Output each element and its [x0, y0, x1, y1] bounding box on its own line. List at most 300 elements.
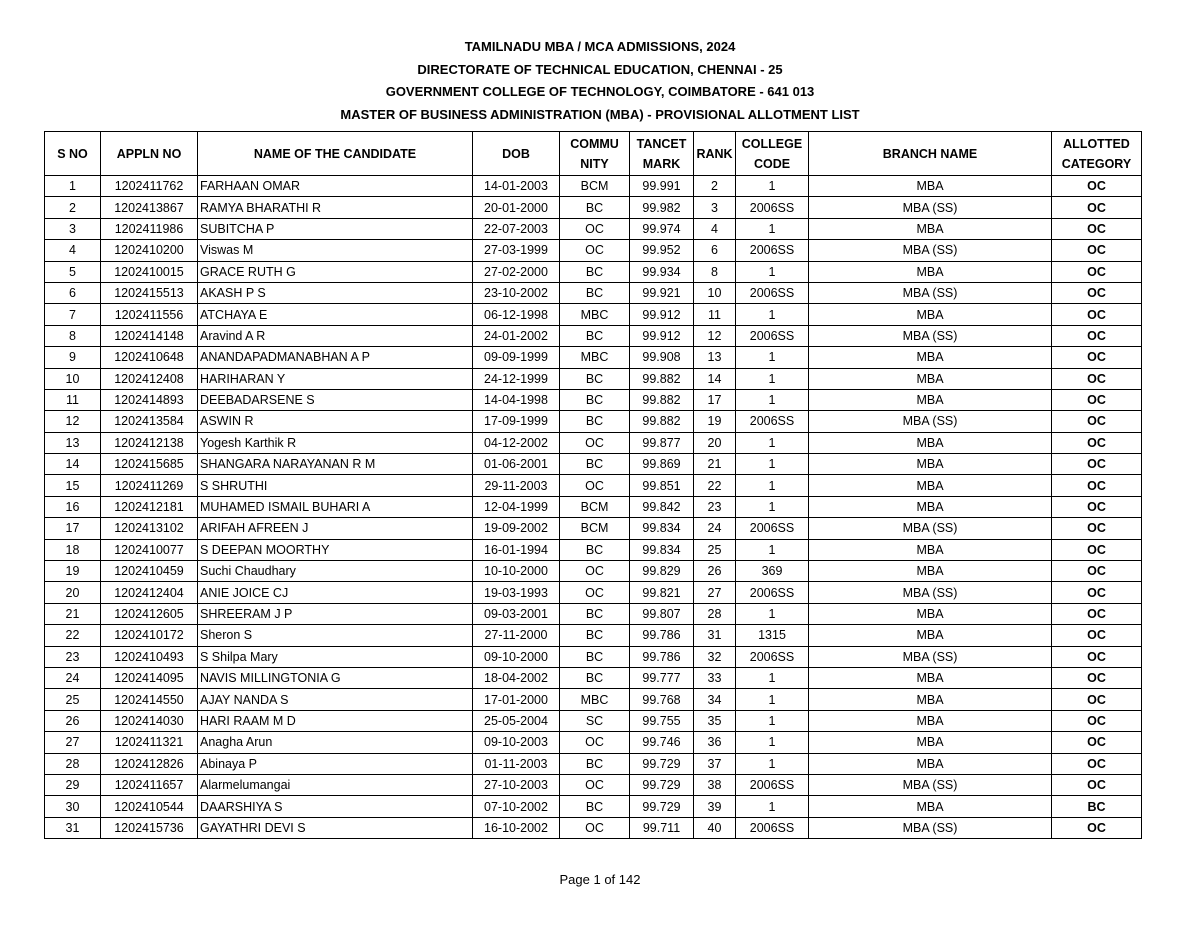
cell-allotted-category: OC: [1052, 304, 1142, 325]
cell-college-code: 2006SS: [736, 325, 809, 346]
cell-college-code: 1: [736, 689, 809, 710]
cell-sno: 23: [45, 646, 101, 667]
cell-college-code: 1: [736, 753, 809, 774]
cell-tancet-mark: 99.982: [630, 197, 694, 218]
cell-tancet-mark: 99.882: [630, 411, 694, 432]
cell-rank: 17: [694, 389, 736, 410]
cell-appln-no: 1202412181: [101, 496, 198, 517]
cell-sno: 11: [45, 389, 101, 410]
cell-rank: 2: [694, 176, 736, 197]
table-row: [45, 432, 1142, 453]
cell-allotted-category: OC: [1052, 603, 1142, 624]
cell-candidate-name: AJAY NANDA S: [198, 689, 473, 710]
cell-dob: 24-12-1999: [473, 368, 560, 389]
cell-appln-no: 1202414095: [101, 667, 198, 688]
cell-tancet-mark: 99.842: [630, 496, 694, 517]
cell-sno: 26: [45, 710, 101, 731]
header-rank-line1: RANK: [696, 146, 733, 161]
cell-college-code: 369: [736, 561, 809, 582]
cell-appln-no: 1202415736: [101, 817, 198, 838]
title-college: GOVERNMENT COLLEGE OF TECHNOLOGY, COIMBATORE - 641 013: [385, 84, 815, 100]
cell-branch-name: MBA: [809, 710, 1052, 731]
cell-branch-name: MBA: [809, 218, 1052, 239]
cell-dob: 09-09-1999: [473, 347, 560, 368]
cell-appln-no: 1202410648: [101, 347, 198, 368]
page-number: Page 1 of 142: [559, 872, 641, 887]
cell-rank: 40: [694, 817, 736, 838]
cell-rank: 4: [694, 218, 736, 239]
cell-rank: 34: [694, 689, 736, 710]
cell-dob: 14-04-1998: [473, 389, 560, 410]
cell-dob: 22-07-2003: [473, 218, 560, 239]
cell-rank: 25: [694, 539, 736, 560]
table-row: [45, 561, 1142, 582]
cell-allotted-category: OC: [1052, 176, 1142, 197]
cell-rank: 13: [694, 347, 736, 368]
cell-community: MBC: [560, 347, 630, 368]
cell-sno: 3: [45, 218, 101, 239]
cell-branch-name: MBA: [809, 261, 1052, 282]
cell-appln-no: 1202412138: [101, 432, 198, 453]
cell-college-code: 1: [736, 347, 809, 368]
cell-branch-name: MBA: [809, 625, 1052, 646]
cell-sno: 27: [45, 732, 101, 753]
cell-community: OC: [560, 582, 630, 603]
cell-candidate-name: Abinaya P: [198, 753, 473, 774]
cell-rank: 11: [694, 304, 736, 325]
cell-college-code: 1: [736, 304, 809, 325]
table-row: [45, 261, 1142, 282]
cell-college-code: 2006SS: [736, 582, 809, 603]
cell-sno: 1: [45, 176, 101, 197]
cell-allotted-category: OC: [1052, 496, 1142, 517]
cell-sno: 21: [45, 603, 101, 624]
cell-college-code: 1: [736, 389, 809, 410]
cell-appln-no: 1202411762: [101, 176, 198, 197]
header-dob: [473, 132, 560, 176]
cell-appln-no: 1202413867: [101, 197, 198, 218]
cell-candidate-name: SUBITCHA P: [198, 218, 473, 239]
cell-tancet-mark: 99.746: [630, 732, 694, 753]
cell-branch-name: MBA (SS): [809, 774, 1052, 795]
cell-branch-name: MBA: [809, 389, 1052, 410]
cell-community: BC: [560, 454, 630, 475]
cell-college-code: 1: [736, 176, 809, 197]
cell-branch-name: MBA: [809, 753, 1052, 774]
table-row: [45, 796, 1142, 817]
table-row: [45, 732, 1142, 753]
cell-rank: 23: [694, 496, 736, 517]
cell-candidate-name: DEEBADARSENE S: [198, 389, 473, 410]
cell-sno: 2: [45, 197, 101, 218]
cell-sno: 17: [45, 518, 101, 539]
table-header-row: [45, 132, 1142, 176]
title-allotment-list: MASTER OF BUSINESS ADMINISTRATION (MBA) - PROVISIONAL ALLOTMENT LIST: [340, 106, 860, 122]
cell-community: BC: [560, 625, 630, 646]
cell-dob: 27-11-2000: [473, 625, 560, 646]
cell-candidate-name: GRACE RUTH G: [198, 261, 473, 282]
cell-candidate-name: MUHAMED ISMAIL BUHARI A: [198, 496, 473, 517]
cell-tancet-mark: 99.768: [630, 689, 694, 710]
header-rank: [694, 132, 736, 176]
cell-college-code: 1: [736, 710, 809, 731]
cell-community: BC: [560, 282, 630, 303]
header-community-line2: NITY: [580, 156, 609, 171]
cell-sno: 7: [45, 304, 101, 325]
cell-branch-name: MBA (SS): [809, 817, 1052, 838]
cell-college-code: 1: [736, 667, 809, 688]
cell-tancet-mark: 99.821: [630, 582, 694, 603]
cell-dob: 27-10-2003: [473, 774, 560, 795]
cell-sno: 12: [45, 411, 101, 432]
cell-branch-name: MBA (SS): [809, 411, 1052, 432]
cell-candidate-name: GAYATHRI DEVI S: [198, 817, 473, 838]
cell-branch-name: MBA (SS): [809, 325, 1052, 346]
title-admissions: TAMILNADU MBA / MCA ADMISSIONS, 2024: [464, 39, 736, 54]
table-row: [45, 218, 1142, 239]
cell-sno: 10: [45, 368, 101, 389]
cell-allotted-category: OC: [1052, 689, 1142, 710]
cell-college-code: 2006SS: [736, 774, 809, 795]
cell-community: BC: [560, 368, 630, 389]
cell-college-code: 2006SS: [736, 282, 809, 303]
cell-rank: 24: [694, 518, 736, 539]
cell-tancet-mark: 99.877: [630, 432, 694, 453]
cell-sno: 6: [45, 282, 101, 303]
cell-sno: 25: [45, 689, 101, 710]
cell-tancet-mark: 99.974: [630, 218, 694, 239]
cell-college-code: 2006SS: [736, 646, 809, 667]
cell-sno: 28: [45, 753, 101, 774]
header-tancet-mark-line1: TANCET: [636, 136, 687, 151]
cell-dob: 09-10-2000: [473, 646, 560, 667]
cell-college-code: 1: [736, 432, 809, 453]
cell-branch-name: MBA: [809, 689, 1052, 710]
header-allotted-category: [1052, 132, 1142, 176]
cell-dob: 01-06-2001: [473, 454, 560, 475]
table-row: [45, 603, 1142, 624]
cell-allotted-category: OC: [1052, 667, 1142, 688]
cell-college-code: 2006SS: [736, 518, 809, 539]
cell-community: BC: [560, 603, 630, 624]
header-allotted-category-line1: ALLOTTED: [1063, 136, 1130, 151]
cell-sno: 15: [45, 475, 101, 496]
cell-appln-no: 1202412605: [101, 603, 198, 624]
cell-sno: 18: [45, 539, 101, 560]
header-candidate-name: [198, 132, 473, 176]
cell-dob: 17-01-2000: [473, 689, 560, 710]
cell-dob: 19-03-1993: [473, 582, 560, 603]
cell-branch-name: MBA: [809, 368, 1052, 389]
cell-allotted-category: OC: [1052, 261, 1142, 282]
table-row: [45, 411, 1142, 432]
cell-branch-name: MBA (SS): [809, 518, 1052, 539]
cell-candidate-name: Yogesh Karthik R: [198, 432, 473, 453]
header-college-code-line2: CODE: [753, 156, 791, 171]
cell-tancet-mark: 99.912: [630, 304, 694, 325]
cell-dob: 14-01-2003: [473, 176, 560, 197]
cell-rank: 6: [694, 240, 736, 261]
header-dob-line1: DOB: [502, 146, 530, 161]
cell-allotted-category: OC: [1052, 197, 1142, 218]
cell-rank: 38: [694, 774, 736, 795]
cell-appln-no: 1202412826: [101, 753, 198, 774]
cell-candidate-name: ARIFAH AFREEN J: [198, 518, 473, 539]
cell-tancet-mark: 99.834: [630, 539, 694, 560]
cell-appln-no: 1202410172: [101, 625, 198, 646]
table-row: [45, 710, 1142, 731]
cell-appln-no: 1202412408: [101, 368, 198, 389]
cell-allotted-category: OC: [1052, 368, 1142, 389]
cell-sno: 5: [45, 261, 101, 282]
cell-tancet-mark: 99.786: [630, 646, 694, 667]
cell-candidate-name: SHREERAM J P: [198, 603, 473, 624]
cell-community: OC: [560, 774, 630, 795]
cell-candidate-name: Alarmelumangai: [198, 774, 473, 795]
cell-college-code: 1315: [736, 625, 809, 646]
cell-appln-no: 1202410077: [101, 539, 198, 560]
cell-community: OC: [560, 240, 630, 261]
cell-dob: 10-10-2000: [473, 561, 560, 582]
cell-rank: 8: [694, 261, 736, 282]
cell-sno: 14: [45, 454, 101, 475]
cell-tancet-mark: 99.729: [630, 753, 694, 774]
cell-candidate-name: Sheron S: [198, 625, 473, 646]
cell-appln-no: 1202411321: [101, 732, 198, 753]
cell-sno: 16: [45, 496, 101, 517]
cell-appln-no: 1202411269: [101, 475, 198, 496]
cell-branch-name: MBA: [809, 496, 1052, 517]
cell-rank: 21: [694, 454, 736, 475]
table-row: [45, 475, 1142, 496]
cell-allotted-category: OC: [1052, 817, 1142, 838]
cell-appln-no: 1202410200: [101, 240, 198, 261]
cell-tancet-mark: 99.834: [630, 518, 694, 539]
cell-candidate-name: HARIHARAN Y: [198, 368, 473, 389]
cell-community: OC: [560, 218, 630, 239]
cell-sno: 24: [45, 667, 101, 688]
cell-allotted-category: OC: [1052, 646, 1142, 667]
cell-branch-name: MBA (SS): [809, 282, 1052, 303]
cell-tancet-mark: 99.829: [630, 561, 694, 582]
cell-branch-name: MBA: [809, 176, 1052, 197]
cell-candidate-name: S Shilpa Mary: [198, 646, 473, 667]
cell-tancet-mark: 99.851: [630, 475, 694, 496]
cell-candidate-name: Aravind A R: [198, 325, 473, 346]
table-row: [45, 240, 1142, 261]
cell-allotted-category: OC: [1052, 732, 1142, 753]
cell-dob: 23-10-2002: [473, 282, 560, 303]
cell-allotted-category: OC: [1052, 753, 1142, 774]
cell-tancet-mark: 99.777: [630, 667, 694, 688]
cell-community: BC: [560, 753, 630, 774]
cell-rank: 28: [694, 603, 736, 624]
cell-candidate-name: ASWIN R: [198, 411, 473, 432]
cell-appln-no: 1202411556: [101, 304, 198, 325]
cell-tancet-mark: 99.991: [630, 176, 694, 197]
header-college-code: [736, 132, 809, 176]
cell-tancet-mark: 99.952: [630, 240, 694, 261]
cell-appln-no: 1202415685: [101, 454, 198, 475]
table-row: [45, 625, 1142, 646]
cell-allotted-category: OC: [1052, 218, 1142, 239]
header-college-code-line1: COLLEGE: [741, 136, 803, 151]
cell-allotted-category: OC: [1052, 475, 1142, 496]
cell-branch-name: MBA (SS): [809, 197, 1052, 218]
cell-candidate-name: FARHAAN OMAR: [198, 176, 473, 197]
cell-appln-no: 1202410493: [101, 646, 198, 667]
cell-college-code: 2006SS: [736, 197, 809, 218]
cell-dob: 27-03-1999: [473, 240, 560, 261]
cell-allotted-category: OC: [1052, 240, 1142, 261]
cell-branch-name: MBA: [809, 603, 1052, 624]
cell-allotted-category: BC: [1052, 796, 1142, 817]
cell-rank: 26: [694, 561, 736, 582]
cell-branch-name: MBA: [809, 347, 1052, 368]
table-row: [45, 368, 1142, 389]
cell-dob: 20-01-2000: [473, 197, 560, 218]
cell-tancet-mark: 99.882: [630, 389, 694, 410]
table-row: [45, 667, 1142, 688]
cell-college-code: 1: [736, 496, 809, 517]
cell-candidate-name: HARI RAAM M D: [198, 710, 473, 731]
cell-rank: 32: [694, 646, 736, 667]
cell-sno: 22: [45, 625, 101, 646]
cell-community: BCM: [560, 496, 630, 517]
cell-candidate-name: S SHRUTHI: [198, 475, 473, 496]
cell-sno: 8: [45, 325, 101, 346]
cell-dob: 19-09-2002: [473, 518, 560, 539]
cell-allotted-category: OC: [1052, 432, 1142, 453]
cell-sno: 20: [45, 582, 101, 603]
cell-tancet-mark: 99.882: [630, 368, 694, 389]
cell-rank: 33: [694, 667, 736, 688]
cell-college-code: 1: [736, 603, 809, 624]
cell-sno: 19: [45, 561, 101, 582]
cell-dob: 06-12-1998: [473, 304, 560, 325]
cell-college-code: 1: [736, 261, 809, 282]
header-branch-name: [809, 132, 1052, 176]
table-body: [45, 176, 1142, 839]
cell-college-code: 2006SS: [736, 240, 809, 261]
header-community-line1: COMMU: [570, 136, 619, 151]
cell-allotted-category: OC: [1052, 411, 1142, 432]
cell-community: BC: [560, 411, 630, 432]
cell-branch-name: MBA: [809, 432, 1052, 453]
header-appln-no-line1: APPLN NO: [116, 146, 182, 161]
cell-community: OC: [560, 561, 630, 582]
cell-tancet-mark: 99.755: [630, 710, 694, 731]
cell-dob: 09-10-2003: [473, 732, 560, 753]
cell-community: MBC: [560, 304, 630, 325]
table-row: [45, 817, 1142, 838]
cell-branch-name: MBA (SS): [809, 646, 1052, 667]
cell-community: MBC: [560, 689, 630, 710]
header-allotted-category-line2: CATEGORY: [1061, 156, 1132, 171]
cell-candidate-name: AKASH P S: [198, 282, 473, 303]
cell-branch-name: MBA: [809, 667, 1052, 688]
cell-rank: 12: [694, 325, 736, 346]
cell-dob: 24-01-2002: [473, 325, 560, 346]
cell-appln-no: 1202411657: [101, 774, 198, 795]
cell-allotted-category: OC: [1052, 347, 1142, 368]
table-row: [45, 282, 1142, 303]
cell-allotted-category: OC: [1052, 389, 1142, 410]
cell-college-code: 1: [736, 218, 809, 239]
header-branch-name-line1: BRANCH NAME: [882, 146, 978, 161]
cell-rank: 27: [694, 582, 736, 603]
cell-rank: 36: [694, 732, 736, 753]
cell-tancet-mark: 99.729: [630, 796, 694, 817]
cell-branch-name: MBA (SS): [809, 582, 1052, 603]
cell-sno: 31: [45, 817, 101, 838]
cell-allotted-category: OC: [1052, 625, 1142, 646]
cell-appln-no: 1202414030: [101, 710, 198, 731]
cell-appln-no: 1202410459: [101, 561, 198, 582]
cell-rank: 22: [694, 475, 736, 496]
cell-branch-name: MBA: [809, 539, 1052, 560]
cell-branch-name: MBA: [809, 454, 1052, 475]
cell-dob: 18-04-2002: [473, 667, 560, 688]
cell-rank: 20: [694, 432, 736, 453]
cell-tancet-mark: 99.729: [630, 774, 694, 795]
cell-dob: 27-02-2000: [473, 261, 560, 282]
table-row: [45, 496, 1142, 517]
table-row: [45, 347, 1142, 368]
cell-community: BC: [560, 261, 630, 282]
cell-appln-no: 1202410015: [101, 261, 198, 282]
header-tancet-mark: [630, 132, 694, 176]
cell-college-code: 1: [736, 796, 809, 817]
cell-allotted-category: OC: [1052, 325, 1142, 346]
cell-candidate-name: SHANGARA NARAYANAN R M: [198, 454, 473, 475]
header-tancet-mark-line2: MARK: [642, 156, 681, 171]
header-sno: [45, 132, 101, 176]
cell-rank: 35: [694, 710, 736, 731]
cell-community: BCM: [560, 176, 630, 197]
cell-college-code: 1: [736, 539, 809, 560]
cell-sno: 30: [45, 796, 101, 817]
cell-dob: 16-10-2002: [473, 817, 560, 838]
cell-dob: 07-10-2002: [473, 796, 560, 817]
cell-college-code: 1: [736, 368, 809, 389]
table-row: [45, 197, 1142, 218]
cell-allotted-category: OC: [1052, 710, 1142, 731]
cell-candidate-name: Anagha Arun: [198, 732, 473, 753]
cell-tancet-mark: 99.711: [630, 817, 694, 838]
cell-dob: 04-12-2002: [473, 432, 560, 453]
table-row: [45, 176, 1142, 197]
table-row: [45, 774, 1142, 795]
cell-appln-no: 1202414550: [101, 689, 198, 710]
header-community: [560, 132, 630, 176]
cell-college-code: 2006SS: [736, 411, 809, 432]
cell-community: BCM: [560, 518, 630, 539]
table-row: [45, 753, 1142, 774]
cell-rank: 10: [694, 282, 736, 303]
cell-allotted-category: OC: [1052, 282, 1142, 303]
cell-college-code: 2006SS: [736, 817, 809, 838]
cell-dob: 01-11-2003: [473, 753, 560, 774]
cell-candidate-name: ATCHAYA E: [198, 304, 473, 325]
cell-branch-name: MBA: [809, 796, 1052, 817]
cell-tancet-mark: 99.869: [630, 454, 694, 475]
cell-candidate-name: DAARSHIYA S: [198, 796, 473, 817]
cell-branch-name: MBA: [809, 304, 1052, 325]
cell-community: OC: [560, 475, 630, 496]
cell-rank: 37: [694, 753, 736, 774]
cell-dob: 17-09-1999: [473, 411, 560, 432]
